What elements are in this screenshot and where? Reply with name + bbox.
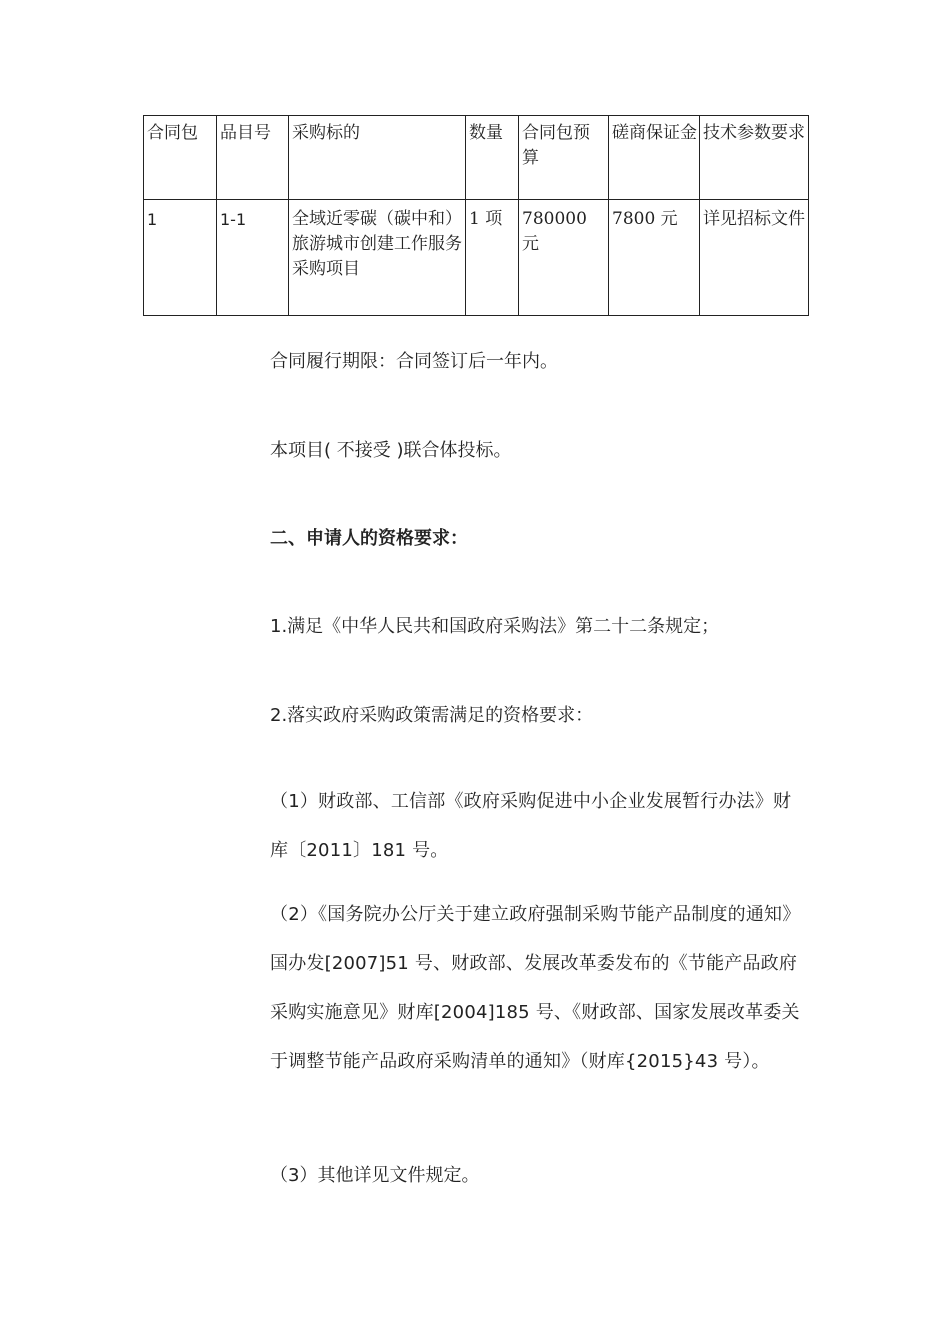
cell-quantity: 1 项 [466,200,519,316]
header-quantity: 数量 [466,116,519,200]
cell-procurement-subject: 全域近零碳（碳中和）旅游城市创建工作服务采购项目 [289,200,466,316]
section-2-title: 二、申请人的资格要求： [270,528,468,549]
header-item-number: 品目号 [217,116,289,200]
cell-contract-package: 1 [144,200,217,316]
policy-item-2-text: （2）《国务院办公厅关于建立政府强制采购节能产品制度的通知》国办发[2007]51 号、财政部、发展改革委发布的《节能产品政府采购实施意见》财库[2004]185 号、《财政部、国家发展改革委关于调整节能产品政府采购清单的通知》（财库{2015}43 号）。 [270,904,800,1072]
table-header-row [144,116,809,200]
cell-package-budget: 780000 元 [519,200,609,316]
policy-item-1-text: （1）财政部、工信部《政府采购促进中小企业发展暂行办法》财库〔2011〕181 号。 [270,791,792,861]
header-procurement-subject: 采购标的 [289,116,466,200]
requirement-1-text: 1.满足《中华人民共和国政府采购法》第二十二条规定； [270,616,720,637]
header-package-budget: 合同包预算 [519,116,609,200]
header-technical-requirements: 技术参数要求 [700,116,809,200]
table-row [144,200,809,316]
cell-deposit: 7800 元 [609,200,700,316]
header-deposit: 磋商保证金 [609,116,700,200]
header-contract-package: 合同包 [144,116,217,200]
consortium-text: 本项目( 不接受 )联合体投标。 [270,440,512,461]
contract-term-text: 合同履行期限：合同签订后一年内。 [270,351,558,372]
cell-technical-requirements: 详见招标文件 [700,200,809,316]
policy-item-3-text: （3）其他详见文件规定。 [270,1165,480,1186]
requirement-2-text: 2.落实政府采购政策需满足的资格要求： [270,705,594,726]
cell-item-number: 1-1 [217,200,289,316]
procurement-table [143,115,809,316]
